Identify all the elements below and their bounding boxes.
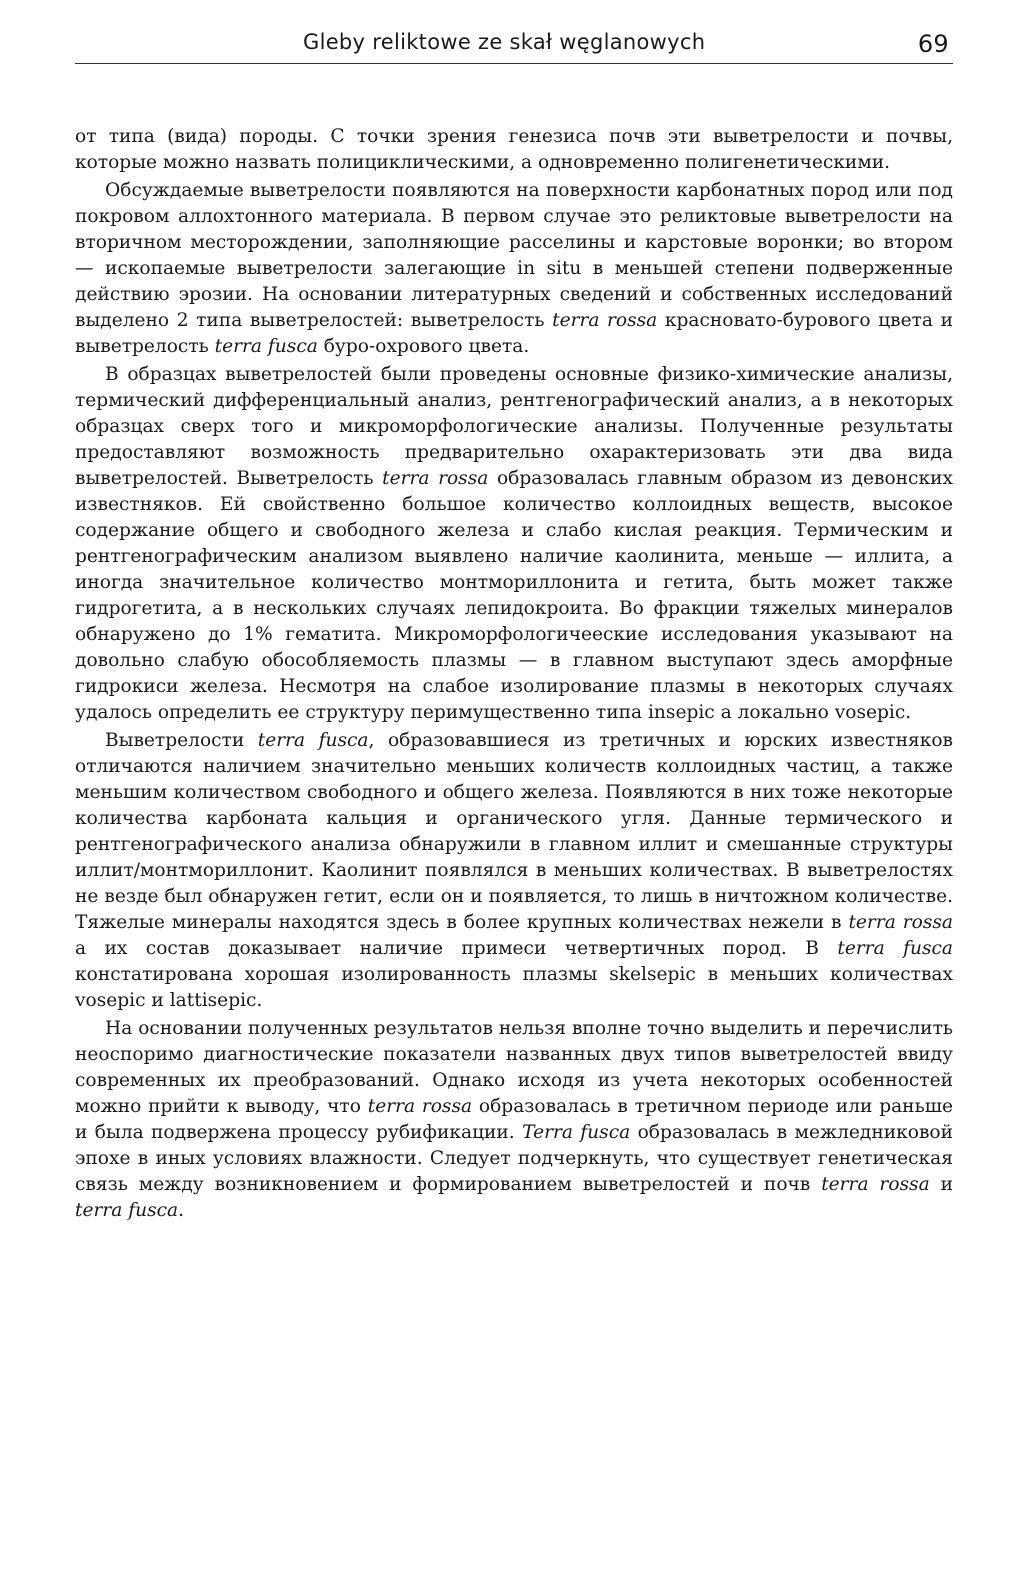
term-terra-fusca: terra fusca	[75, 1200, 179, 1221]
paragraph-3-part: образовалась главным образом из девонских известняков. Ей свойственно большое количество коллоидных веществ, высокое содержание общего и свободного железа и слабо кислая реакция. Термическим и рентгенографическим анализом выявлено наличие каолинита, меньше — иллита, а иногда значительное количество монтмориллонита и гетита, быть может также гидрогетита, а в нескольких случаях лепидокроита. Во фракции тяжелых минералов обнаружено до 1% гематита. Микроморфологичееские исследования указывают на довольно слабую обособляемость плазмы — в главном выступают здесь аморфные гидрокиси железа. Несмотря на слабое изолирование плазмы в некоторых случаях удалось определить ее структуру перимущественно типа insepic а локально vosepic.	[75, 468, 953, 723]
document-page	[75, 28, 953, 1226]
paragraph-4-part: Выветрелости	[105, 730, 258, 751]
paragraph-5-part: образовалась в межледниковой эпохе в иных условиях влажности. Следует подчеркнуть, что существует генетическая связь между возникновением и формированием выветрелостей и почв	[75, 1122, 953, 1195]
paragraph-5	[75, 1016, 953, 1224]
paragraph-4-part: а их состав доказывает наличие примеси четвертичных пород. В	[75, 938, 838, 959]
running-title: Gleby reliktowe ze skał węglanowych	[303, 30, 706, 54]
header-rule	[75, 63, 953, 64]
paragraph-5-part: .	[178, 1200, 185, 1221]
paragraph-1	[75, 124, 953, 176]
term-terra-rossa: terra rossa	[821, 1174, 930, 1195]
paragraph-5-part: На основании полученных результатов нельзя вполне точно выделить и перечислить неоспоримо диагностические показатели названных двух типов выветрелостей ввиду современных их преобразований. Однако исходя из учета некоторых особенностей можно прийти к выводу, что	[75, 1018, 953, 1117]
paragraph-2-part: Обсуждаемые выветрелости появляются на поверхности карбонатных пород или под покровом аллохтонного материала. В первом случае это реликтовые выветрелости на вторичном месторождении, заполняющие расселины и карстовые воронки; во втором — ископаемые выветрелости залегающие in situ в меньшей степени подверженные действию эрозии. На основании литературных сведений и собственных исследований выделено 2 типа выветрелостей: выветрелость	[75, 180, 953, 331]
paragraph-3-part: В образцах выветрелостей были проведены основные физико-химические анализы, термический дифференциальный анализ, рентгенографический анализ, а в некоторых образцах сверх того и микроморфологические анализы. Полученные результаты предоставляют возможность предварительно охарактеризовать эти два вида выветрелостей. Выветрелость	[75, 364, 953, 489]
term-terra-fusca: terra fusca	[257, 730, 369, 751]
term-terra-fusca: Terra fusca	[522, 1122, 631, 1143]
paragraph-1-text: от типа (вида) породы. С точки зрения генезиса почв эти выветрелости и почвы, которые можно назвать полициклическими, а одновременно полигенетическими.	[75, 126, 953, 173]
paragraph-4-part: констатирована хорошая изолированность плазмы skelsepic в меньших количествах vosepic и lattisepic.	[75, 964, 953, 1011]
paragraph-2-part: красновато-бурового цвета и выветрелость	[75, 310, 953, 357]
term-terra-fusca: terra fusca	[837, 938, 953, 959]
page-number: 69	[917, 30, 949, 58]
running-header	[75, 28, 953, 64]
paragraph-4	[75, 728, 953, 1014]
paragraph-3	[75, 362, 953, 726]
paragraph-2	[75, 178, 953, 360]
paragraph-4-part: , образовавшиеся из третичных и юрских известняков отличаются наличием значительно меньших количеств коллоидных частиц, а также меньшим количеством свободного и общего железа. Появляются в них тоже некоторые количества карбоната кальция и органического угля. Данные термического и рентгенографического анализа обнаружили в главном иллит и смешанные структуры иллит/монтмориллонит. Каолинит появлялся в меньших количествах. В выветрелостях не везде был обнаружен гетит, если он и появляется, то лишь в ничтожном количестве. Тяжелые минералы находятся здесь в более крупных количествах нежели в	[75, 730, 953, 933]
term-terra-rossa: terra rossa	[552, 310, 658, 331]
body-text	[75, 124, 953, 1224]
paragraph-5-part: образовалась в третичном периоде или раньше и была подвержена процессу рубификации.	[75, 1096, 953, 1143]
paragraph-2-part: буро-охрового цвета.	[317, 336, 530, 357]
paragraph-5-part: и	[929, 1174, 953, 1195]
term-terra-fusca: terra fusca	[214, 336, 318, 357]
term-terra-rossa: terra rossa	[382, 468, 489, 489]
term-terra-rossa: terra rossa	[848, 912, 953, 933]
term-terra-rossa: terra rossa	[367, 1096, 473, 1117]
